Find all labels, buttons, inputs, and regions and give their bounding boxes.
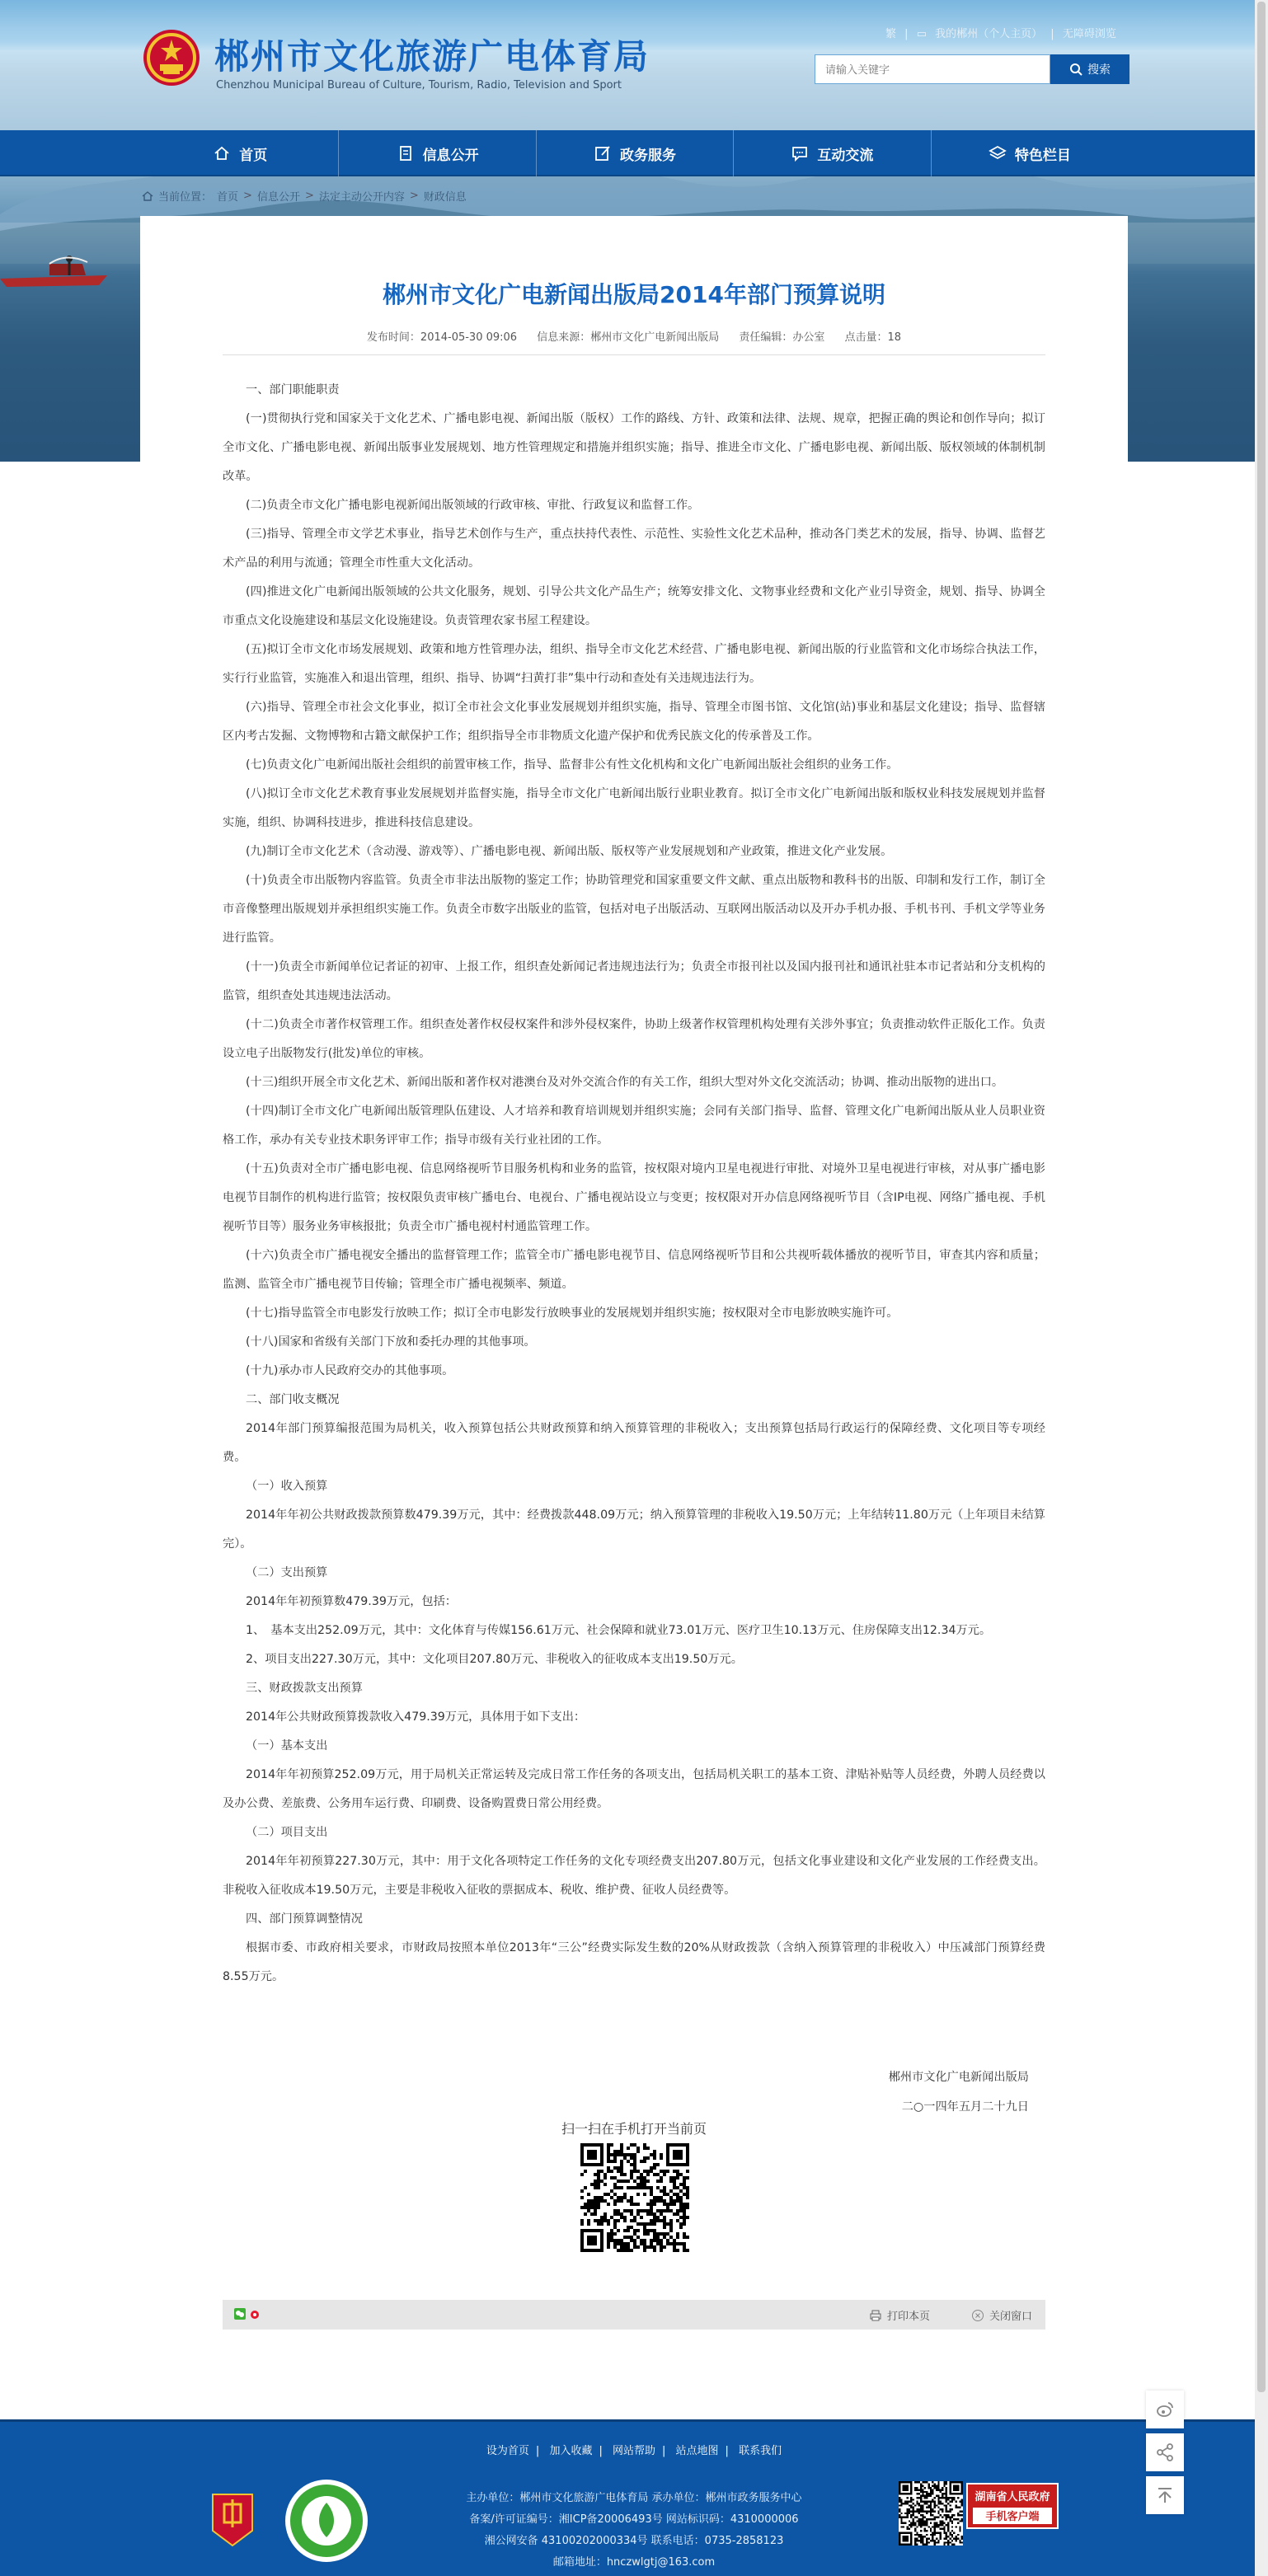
- search-button[interactable]: [1050, 54, 1129, 84]
- close-window-button[interactable]: [971, 2307, 1032, 2323]
- article-paragraph: (五)拟订全市文化市场发展规划、政策和地方性管理办法，组织、指导全市文化艺术经营、广播电影电视、新闻出版的行业监管和文化市场综合执法工作，实行行业监管，实施准入和退出管理，组织、指导、协调“扫黄打非”集中行动和查处有关违规违法行为。: [223, 643, 1045, 685]
- article-paragraph: 根据市委、市政府相关要求，市财政局按照本单位2013年“三公”经费实际发生数的20%从财政拨款（含纳入预算管理的非税收入）中压减部门预算经费8.55万元。: [223, 1941, 1045, 1983]
- separator: |: [1050, 28, 1054, 40]
- hunan-gov-app-badge[interactable]: [966, 2483, 1059, 2529]
- nav-item-label: 首页: [239, 147, 268, 164]
- publish-time: 发布时间：2014-05-30 09:06: [366, 331, 518, 344]
- article-paragraph: 2014年公共财政预算拨款收入479.39万元，具体用于如下支出：: [246, 1710, 586, 1724]
- separator: |: [904, 28, 909, 40]
- breadcrumb-prefix: 当前位置：: [158, 191, 213, 204]
- host-info: 主办单位：郴州市文化旅游广电体育局 承办单位：郴州市政务服务中心: [466, 2492, 802, 2504]
- nav-item-label: 信息公开: [422, 147, 479, 164]
- article-paragraph: 2014年部门预算编报范围为局机关，收入预算包括公共财政预算和纳入预算管理的非税收入；支出预算包括局行政运行的保障经费、文化项目等专项经费。: [223, 1422, 1045, 1464]
- article-paragraph: 一、部门职能职责: [246, 383, 340, 396]
- edit-icon: [594, 144, 612, 162]
- nav-item-gov-services[interactable]: [537, 130, 734, 176]
- article-paragraph: (十四)制订全市文化广电新闻出版管理队伍建设、人才培养和教育培训规划并组织实施；会同有关部门指导、监督、管理文化广电新闻出版从业人员职业资格工作，承办有关专业技术职务评审工作；指导市级有关行业社团的工作。: [223, 1105, 1045, 1147]
- police-info: 湘公网安备 43100202000334号 联系电话：0735-2858123: [484, 2535, 784, 2547]
- national-emblem-icon: [142, 28, 201, 87]
- article-container: [140, 216, 1128, 2419]
- article-paragraph: 2014年年初预算227.30万元，其中：用于文化各项特定工作任务的文化专项经费支出207.80万元，包括文化事业建设和文化产业发展的工作经费支出。非税收入征收成本19.50万元，主要是非税收入征收的票据成本、税收、维护费、征收人员经费等。: [223, 1855, 1045, 1897]
- top-links: [885, 25, 1121, 40]
- chat-icon: [791, 144, 809, 162]
- footer-links: [0, 2442, 1268, 2457]
- footer-link-favorite[interactable]: 加入收藏: [549, 2445, 593, 2457]
- monitor-icon: ▭: [916, 28, 927, 40]
- nav-item-interaction[interactable]: [734, 130, 931, 176]
- article-paragraph: (三)指导、管理全市文学艺术事业，指导艺术创作与生产，重点扶持代表性、示范性、实验性文化艺术品种，推动各门类艺术的发展，指导、协调、监督艺术产品的利用与流通；管理全市性重大文化活动。: [223, 528, 1045, 570]
- nav-item-info-disclosure[interactable]: [339, 130, 536, 176]
- search-icon: [1069, 63, 1082, 76]
- article-paragraph: (十八)国家和省级有关部门下放和委托办理的其他事项。: [246, 1335, 536, 1349]
- article-paragraph: 2014年年初预算数479.39万元，包括：: [246, 1595, 457, 1608]
- floating-toolbar: [1146, 2391, 1184, 2519]
- boat-illustration: [0, 247, 115, 297]
- signature-org: 郴州市文化广电新闻出版局: [888, 2071, 1029, 2084]
- breadcrumb-item[interactable]: 首页: [217, 191, 239, 204]
- breadcrumb-item[interactable]: 财政信息: [423, 191, 467, 204]
- article-paragraph: （二）项目支出: [246, 1826, 328, 1839]
- close-icon: [971, 2309, 984, 2322]
- nav-item-label: 政务服务: [620, 147, 677, 164]
- article-paragraph: 三、财政拨款支出预算: [246, 1682, 363, 1695]
- nav-item-featured[interactable]: [932, 130, 1128, 176]
- article-title: 郴州市文化广电新闻出版局2014年部门预算说明: [383, 281, 885, 308]
- footer-info: [0, 2488, 1268, 2574]
- breadcrumb-separator: >: [409, 190, 419, 202]
- separator: |: [725, 2445, 729, 2457]
- article-paragraph: 1、 基本支出252.09万元，其中：文化体育与传媒156.61万元、社会保障和就业73.01万元、医疗卫生10.13万元、住房保障支出12.34万元。: [246, 1624, 992, 1637]
- breadcrumb-separator: >: [243, 190, 252, 202]
- email-info: 邮箱地址：hnczwlgtj@163.com: [552, 2556, 716, 2569]
- share-icon: [1155, 2442, 1175, 2462]
- article-paragraph: (十三)组织开展全市文化艺术、新闻出版和著作权对港澳台及对外交流合作的有关工作，组织大型对外文化交流活动；协调、推动出版物的进出口。: [246, 1076, 1004, 1089]
- article-paragraph: (七)负责文化广电新闻出版社会组织的前置审核工作，指导、监督非公有性文化机构和文化广电新闻出版社会组织的业务工作。: [246, 758, 899, 772]
- site-footer: [0, 2419, 1268, 2576]
- qr-caption: 扫一扫在手机打开当前页: [561, 2121, 707, 2137]
- nav-item-home[interactable]: [142, 130, 339, 176]
- article-paragraph: 四、部门预算调整情况: [246, 1912, 363, 1926]
- main-nav: [0, 130, 1268, 176]
- share-float-button[interactable]: [1146, 2433, 1184, 2471]
- article-paragraph: 2014年年初预算252.09万元，用于局机关正常运转及完成日常工作任务的各项支出，包括局机关职工的基本工资、津贴补贴等人员经费，外聘人员经费以及办公费、差旅费、公务用车运行费、印刷费、设备购置费日常公用经费。: [223, 1768, 1045, 1810]
- back-to-top-icon: [1155, 2485, 1175, 2505]
- icp-info: 备案/许可证编号：湘ICP备20006493号 网站标识码：4310000006: [469, 2513, 799, 2526]
- article-paragraph: (十六)负责全市广播电视安全播出的监督管理工作；监管全市广播电影电视节目、信息网络视听节目和公共视听载体播放的视听节目，审查其内容和质量；监测、监管全市广播电视节目传输；管理全市广播电视频率、频道。: [223, 1249, 1045, 1291]
- article-paragraph: (八)拟订全市文化艺术教育事业发展规划并监督实施，指导全市文化广电新闻出版行业职业教育。拟订全市文化广电新闻出版和版权业科技发展规划并监督实施，组织、协调科技进步，推进科技信息建设。: [223, 787, 1045, 829]
- article-paragraph: (九)制订全市文化艺术（含动漫、游戏等）、广播电影电视、新闻出版、版权等产业发展规划和产业政策，推进文化产业发展。: [246, 845, 893, 858]
- share-bar: [223, 2300, 1045, 2330]
- close-label: 关闭窗口: [989, 2311, 1032, 2323]
- article-paragraph: （二）支出预算: [246, 1566, 328, 1579]
- article-paragraph: (十七)指导监管全市电影发行放映工作；拟订全市电影发行放映事业的发展规划并组织实施；按权限对全市电影放映实施许可。: [246, 1307, 899, 1320]
- article-paragraph: (十二)负责全市著作权管理工作。组织查处著作权侵权案件和涉外侵权案件，协助上级著作权管理机构处理有关涉外事宜；负责推动软件正版化工作。负责设立电子出版物发行(批发)单位的审核。: [223, 1018, 1045, 1060]
- responsible-editor: 责任编辑：办公室: [739, 331, 825, 344]
- footer-link-help[interactable]: 网站帮助: [612, 2445, 655, 2457]
- article-paragraph: 2014年年初公共财政拨款预算数479.39万元，其中：经费拨款448.09万元；纳入预算管理的非税收入19.50万元；上年结转11.80万元（上年项目未结算完）。: [223, 1509, 1045, 1551]
- separator: |: [662, 2445, 666, 2457]
- site-header: [0, 0, 1268, 130]
- search-input[interactable]: [825, 62, 1041, 78]
- accessibility-link[interactable]: 无障碍浏览: [1062, 28, 1116, 40]
- footer-link-set-home[interactable]: 设为首页: [486, 2445, 529, 2457]
- weibo-icon[interactable]: [249, 2308, 261, 2320]
- weibo-icon: [1155, 2400, 1175, 2419]
- nav-item-label: 特色栏目: [1014, 147, 1071, 164]
- article-paragraph: (十)负责全市出版物内容监管。负责全市非法出版物的鉴定工作；协助管理党和国家重要文件文献、重点出版物和教科书的出版、印制和发行工作，制订全市音像整理出版规划并承担组织实施工作。负责全市数字出版业的监管，包括对电子出版活动、互联网出版活动以及开办手机办报、手机书刊、手机文学等业务进行监管。: [223, 874, 1045, 945]
- weibo-float-button[interactable]: [1146, 2391, 1184, 2428]
- article-paragraph: (六)指导、管理全市社会文化事业，拟订全市社会文化事业发展规划并组织实施，指导、管理全市图书馆、文化馆(站)事业和基层文化建设；指导、监督辖区内考古发掘、文物博物和古籍文献保护工作；组织指导全市非物质文化遗产保护和优秀民族文化的传承普及工作。: [223, 701, 1045, 743]
- breadcrumb: [142, 188, 467, 204]
- article-paragraph: (四)推进文化广电新闻出版领域的公共文化服务，规划、引导公共文化产品生产；统筹安排文化、文物事业经费和文化产业引导资金，规划、指导、协调全市重点文化设施建设和基层文化设施建设。负责管理农家书屋工程建设。: [223, 585, 1045, 627]
- search-button-label: 搜索: [1087, 63, 1111, 77]
- wechat-icon[interactable]: [234, 2308, 246, 2320]
- print-label: 打印本页: [886, 2311, 930, 2323]
- footer-qr-code: [899, 2481, 963, 2546]
- signature-date: 二○一四年五月二十九日: [901, 2100, 1029, 2114]
- site-title[interactable]: 郴州市文化旅游广电体育局: [214, 36, 650, 77]
- personal-page-link[interactable]: 我的郴州（个人主页）: [935, 28, 1043, 40]
- article-paragraph: (十一)负责全市新闻单位记者证的初审、上报工作，组织查处新闻记者违规违法行为；负责全市报刊社以及国内报刊社和通讯社驻本市记者站和分支机构的监管，组织查处其违规违法活动。: [223, 960, 1045, 1002]
- separator: |: [599, 2445, 603, 2457]
- footer-link-contact[interactable]: 联系我们: [739, 2445, 782, 2457]
- document-icon: [397, 144, 415, 162]
- article-paragraph: (十五)负责对全市广播电影电视、信息网络视听节目服务机构和业务的监管，按权限对境内卫星电视进行审批、对境外卫星电视进行审核，对从事广播电影电视节目制作的机构进行监管；按权限负责审核广播电台、电视台、广播电视站设立与变更；按权限对开办信息网络视听节目（含IP电视、网络广播电视、手机视听节目等）服务业务审核报批；负责全市广播电视村村通监管理工作。: [223, 1162, 1045, 1233]
- home-icon: [213, 144, 231, 162]
- gov-app-subtitle: 手机客户端: [973, 2508, 1052, 2524]
- traditional-chinese-link[interactable]: 繁: [885, 28, 897, 40]
- article-paragraph: （一）基本支出: [246, 1739, 328, 1753]
- print-button[interactable]: [869, 2307, 930, 2323]
- nav-item-label: 互动交流: [817, 147, 874, 164]
- article-meta: [140, 328, 1128, 344]
- home-icon: [142, 190, 153, 202]
- site-subtitle: Chenzhou Municipal Bureau of Culture, Tourism, Radio, Television and Sport: [216, 79, 622, 91]
- article-paragraph: 2、项目支出227.30万元，其中：文化项目207.80万元、非税收入的征收成本支出19.50万元。: [246, 1653, 743, 1666]
- article-paragraph: (二)负责全市文化广播电影电视新闻出版领域的行政审核、审批、行政复议和监督工作。: [246, 499, 700, 512]
- printer-icon: [869, 2309, 882, 2322]
- breadcrumb-item[interactable]: 法定主动公开内容: [318, 191, 405, 204]
- article-paragraph: (十九)承办市人民政府交办的其他事项。: [246, 1364, 454, 1377]
- separator: |: [535, 2445, 540, 2457]
- back-to-top-button[interactable]: [1146, 2476, 1184, 2514]
- article-paragraph: (一)贯彻执行党和国家关于文化艺术、广播电影电视、新闻出版（版权）工作的路线、方针、政策和法律、法规、规章，把握正确的舆论和创作导向；拟订全市文化、广播电影电视、新闻出版事业发展规划、地方性管理规定和措施并组织实施；指导、推进全市文化、广播电影电视、新闻出版、版权领域的体制机制改革。: [223, 412, 1045, 483]
- view-count: 点击量：18: [844, 331, 902, 344]
- layers-icon: [989, 144, 1007, 162]
- qr-code: [580, 2143, 689, 2252]
- info-source: 信息来源：郴州市文化广电新闻出版局: [537, 331, 720, 344]
- breadcrumb-separator: >: [304, 190, 314, 202]
- breadcrumb-item[interactable]: 信息公开: [256, 191, 300, 204]
- divider: [223, 354, 1045, 355]
- article-paragraph: （一）收入预算: [246, 1480, 328, 1493]
- scrollbar-thumb[interactable]: [1257, 2, 1266, 2392]
- article-signature: [223, 2062, 1045, 2122]
- footer-link-sitemap[interactable]: 站点地图: [675, 2445, 719, 2457]
- search-box[interactable]: [815, 54, 1050, 84]
- article-paragraph: 二、部门收支概况: [246, 1393, 340, 1406]
- gov-app-title: 湖南省人民政府: [974, 2491, 1050, 2503]
- article-body: [223, 376, 1045, 1992]
